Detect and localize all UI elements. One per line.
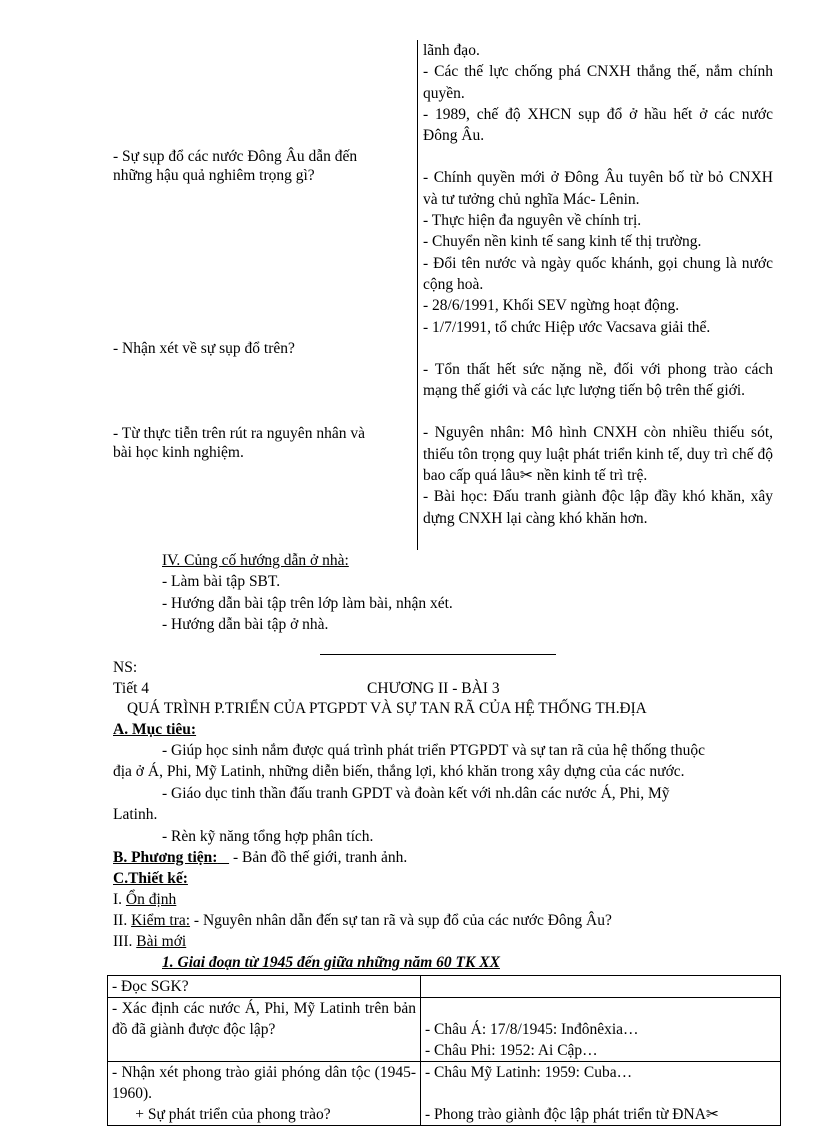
stabilize-text: Ổn định	[125, 891, 177, 908]
question-comment: - Nhận xét về sự sụp đổ trên?	[113, 340, 295, 357]
question-line: những hậu quả nghiêm trọng gì?	[113, 167, 315, 184]
homework-item: - Hướng dẫn bài tập ở nhà.	[162, 616, 329, 633]
table-cell	[108, 998, 421, 1062]
answer-line: - 28/6/1991, Khối SEV ngừng hoạt động.	[423, 297, 680, 315]
objective-text: Latinh.	[113, 806, 158, 823]
table-cell	[108, 1062, 421, 1126]
question-consequences	[113, 148, 409, 185]
section-number: I.	[113, 891, 123, 908]
cell-text: - Châu Á: 17/8/1945: Inđônêxia… - Châu Phi: 1952: Ai Cập…	[425, 1021, 639, 1059]
answer-line: - Đổi tên nước và ngày quốc khánh, gọi chung là nước cộng hoà.	[423, 254, 773, 293]
objective-text: - Giúp học sinh nắm được quá trình phát triển PTGPDT và sự tan rã của hệ thống thuộc	[162, 742, 705, 759]
check-label: Kiểm tra:	[131, 912, 191, 929]
period-label: Tiết 4	[113, 680, 150, 697]
consolidation-heading: IV. Củng cố hướng dẫn ở nhà:	[162, 552, 349, 569]
answer-line: - 1/7/1991, tổ chức Hiệp ước Vacsava giải thể.	[423, 318, 711, 336]
means-heading: B. Phương tiện:	[113, 849, 218, 866]
objectives-heading: A. Mục tiêu:	[113, 721, 197, 738]
column-divider	[417, 40, 418, 550]
answer-line: - Nguyên nhân: Mô hình CNXH còn nhiều thiếu sót, thiếu tôn trọng quy luật phát triển kinh tế, duy trì chế độ bao cấp quá lâu✂ nền kinh tế trì trệ.	[423, 424, 773, 485]
section-number: II.	[113, 912, 128, 929]
cell-text: - Châu Mỹ Latinh: 1959: Cuba… - Phong trào giành độc lập phát triển từ ĐNA✂	[425, 1064, 719, 1123]
lesson-table	[107, 975, 781, 1126]
cell-text: - Xác định các nước Á, Phi, Mỹ Latinh trên bản đồ đã giành được độc lập?	[112, 1000, 416, 1038]
answer-line: lãnh đạo.	[423, 42, 480, 59]
table-cell	[421, 1062, 781, 1126]
objective-text: - Rèn kỹ năng tổng hợp phân tích.	[162, 828, 374, 845]
answer-line: - Thực hiện đa nguyên về chính trị.	[423, 212, 642, 230]
question-line: bài học kinh nghiệm.	[113, 444, 244, 461]
answer-line: - Các thế lực chống phá CNXH thắng thế, nắm chính quyền.	[423, 63, 773, 102]
answer-column	[423, 40, 773, 529]
new-lesson-line	[113, 933, 186, 951]
means-text: - Bản đồ thế giới, tranh ảnh.	[229, 849, 408, 866]
means-gap	[217, 849, 229, 866]
objective-text: - Giáo dục tinh thần đấu tranh GPDT và đoàn kết với nh.dân các nước Á, Phi, Mỹ	[162, 785, 670, 802]
cell-text: - Nhận xét phong trào giải phóng dân tộc (1945- 1960). + Sự phát triển của phong trào?	[112, 1064, 416, 1123]
table-cell	[421, 976, 781, 998]
answer-spacer	[423, 146, 773, 167]
objective-text: địa ở Á, Phi, Mỹ Latinh, những diễn biến, thắng lợi, khó khăn trong xây dựng của các nước.	[113, 763, 685, 780]
table-row	[108, 998, 781, 1062]
table-row	[108, 976, 781, 998]
chapter-label: CHƯƠNG II - BÀI 3	[367, 680, 500, 697]
design-heading: C.Thiết kế:	[113, 870, 188, 887]
answer-line: - Tổn thất hết sức nặng nề, đối với phong trào cách mạng thế giới và các lực lượng tiến bộ trên thế giới.	[423, 360, 773, 400]
cell-text: - Đọc SGK?	[112, 978, 189, 995]
means-line	[113, 849, 407, 867]
section-number: III.	[113, 933, 133, 950]
homework-item: - Hướng dẫn bài tập trên lớp làm bài, nhận xét.	[162, 595, 453, 612]
answer-line: - Chính quyền mới ở Đông Âu tuyên bố từ bỏ CNXH và tư tưởng chủ nghĩa Mác- Lênin.	[423, 169, 773, 208]
question-line: - Từ thực tiễn trên rút ra nguyên nhân và	[113, 425, 365, 442]
table-cell	[108, 976, 421, 998]
section-separator	[320, 654, 556, 655]
check-question: - Nguyên nhân dẫn đến sự tan rã và sụp đổ của các nước Đông Âu?	[190, 912, 612, 929]
homework-item: - Làm bài tập SBT.	[162, 573, 281, 590]
answer-line: - Bài học: Đấu tranh giành độc lập đầy khó khăn, xây dựng CNXH lại càng khó khăn hơn.	[423, 488, 773, 527]
check-line	[113, 912, 612, 930]
new-lesson-text: Bài mới	[136, 933, 187, 950]
question-line: - Sự sụp đổ các nước Đông Âu dẫn đến	[113, 148, 358, 165]
answer-line: - Chuyển nền kinh tế sang kinh tế thị trường.	[423, 233, 702, 251]
answer-line: - 1989, chế độ XHCN sụp đổ ở hầu hết ở các nước Đông Âu.	[423, 105, 773, 145]
ns-label: NS:	[113, 659, 138, 676]
answer-spacer	[423, 338, 773, 359]
table-cell	[421, 998, 781, 1062]
section-heading: 1. Giai đoạn từ 1945 đến giữa những năm 60 TK XX	[162, 954, 500, 971]
answer-spacer	[423, 401, 773, 422]
question-causes	[113, 425, 365, 462]
lesson-title: QUÁ TRÌNH P.TRIỂN CỦA PTGPDT VÀ SỰ TAN RÃ CỦA HỆ THỐNG TH.ĐỊA	[127, 700, 647, 717]
stabilize-line	[113, 891, 176, 909]
table-row	[108, 1062, 781, 1126]
